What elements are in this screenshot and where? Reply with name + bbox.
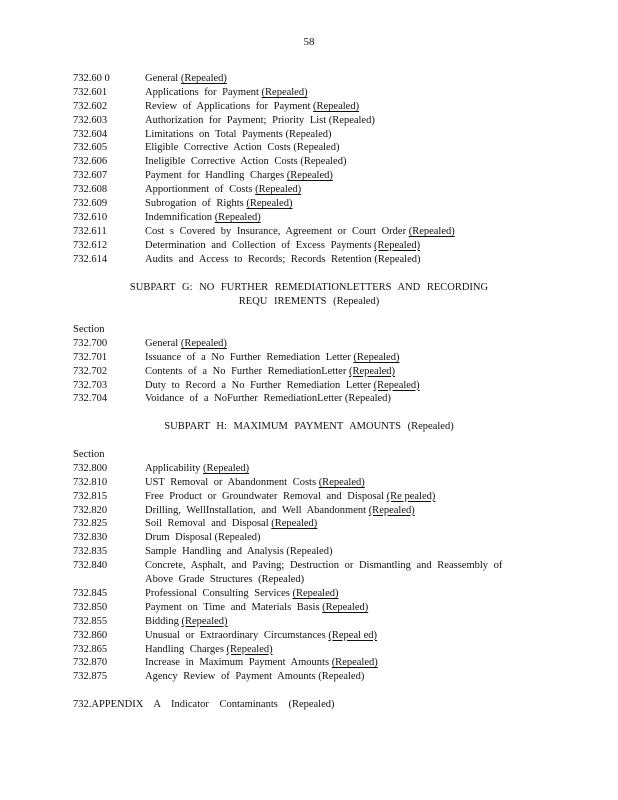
section-title: Authorization for Payment; Priority List [145,114,327,126]
section-number: 732.800 [73,462,108,474]
repealed-status: (Repealed) [226,643,273,655]
section-number: 732.610 [73,211,108,223]
list-item [73,670,543,684]
list-item [73,615,543,629]
section-number: 732.606 [73,156,108,168]
section-title-line [145,670,364,684]
section-title: Increase in Maximum Payment Amounts [145,657,330,669]
list-item [73,476,543,490]
repealed-status: (Repealed) [180,73,227,84]
repealed-status: (Repealed) [203,462,250,474]
list-item [73,239,543,253]
repealed-status: (Repealed) [214,532,261,544]
section-title: Payment on Time and Materials Basis [145,601,320,613]
list-item [73,643,543,657]
section-number: 732.604 [73,128,108,140]
repealed-status: (Repealed) [258,574,305,586]
repealed-status: (Repealed) [246,198,293,210]
section-title-line [145,141,339,155]
section-number: 732.60 0 [73,73,110,84]
section-title: Apportionment of Costs [145,184,253,196]
section-title: Limitations on Total Payments [145,128,283,140]
section-title-line [145,351,399,365]
section-title: Applicability [145,462,201,474]
section-title: Ineligible Corrective Action Costs [145,156,298,168]
section-title: Applications for Payment [145,86,259,98]
section-number: 732.702 [73,365,108,377]
section-number: 732.608 [73,184,108,196]
section-title: Professional Consulting Services [145,587,290,599]
repealed-status: (Repealed) [180,337,227,349]
section-number: 732.865 [73,643,108,655]
section-number: 732.700 [73,337,108,349]
repealed-status: (Repealed) [408,225,455,237]
repealed-status: (Repealed) [181,615,228,627]
section-label: Section [73,324,105,335]
list-item [73,337,543,351]
repealed-status: (Repealed) [328,114,375,126]
section-title-line [145,531,261,545]
list-item [73,72,543,86]
section-number: 732.810 [73,476,108,488]
section-title: Cost s Covered by Insurance, Agreement or Court Order [145,225,407,237]
list-item [73,504,543,518]
subpart-g-heading-line2: REQU IREMENTS (Repealed) [238,296,380,307]
list-item [73,86,543,100]
appendix-entry: 732.APPENDIX A Indicator Contaminants (Repealed) [73,699,335,710]
repealed-status: (Repeal ed) [328,629,378,641]
repealed-status: (Repealed) [255,184,302,196]
section-number: 732.845 [73,587,108,599]
section-number: 732.840 [73,560,108,572]
repealed-status: (Repealed) [214,211,261,223]
repealed-status: (Repealed) [322,601,369,613]
list-item [73,490,543,504]
section-number: 732.701 [73,351,108,363]
section-title: Sample Handling and Analysis [145,546,284,558]
section-title-line [145,629,377,643]
section-title: Determination and Collection of Excess Payments [145,239,372,251]
section-title-line [145,169,333,183]
list-item [73,365,543,379]
section-title-line [145,225,455,239]
section-number: 732.835 [73,546,108,558]
repealed-status: (Repealed) [373,379,420,391]
section-number: 732.850 [73,601,108,613]
section-title: Unusual or Extraordinary Circumstances [145,629,326,641]
list-item [73,128,543,142]
section-title: Eligible Corrective Action Costs [145,142,291,154]
section-number: 732.825 [73,518,108,530]
section-title-line [145,379,420,393]
repealed-status: (Repealed) [286,546,333,558]
list-item [73,629,543,643]
list-item [73,183,543,197]
section-number: 732.605 [73,142,108,154]
section-title-line [145,517,317,531]
section-title-line [145,100,359,114]
list-item [73,211,543,225]
repealed-status: (Repealed) [374,239,421,251]
list-item [73,253,543,267]
subpart-g-heading-line1: SUBPART G: NO FURTHER REMEDIATIONLETTERS AND RECORDING [129,282,489,293]
list-item [73,392,543,406]
section-number: 732.602 [73,100,108,112]
list-item [73,587,543,601]
section-title-line [145,155,346,169]
section-title-line [145,253,420,267]
subpart-h-heading [0,420,618,434]
section-title-line [145,183,301,197]
section-title: Voidance of a NoFurther RemediationLetter [145,393,343,405]
repealed-status: (Repealed) [374,253,421,265]
list-item [73,141,543,155]
repealed-status: (Repealed) [368,504,415,516]
section-title: Free Product or Groundwater Removal and Disposal [145,490,385,502]
section-title: Handling Charges [145,643,224,655]
page-number: 58 [303,36,315,48]
section-title: Payment for Handling Charges [145,170,285,182]
section-number: 732.601 [73,86,108,98]
section-number: 732.820 [73,504,108,516]
list-item [73,114,543,128]
section-title: Soil Removal and Disposal [145,518,269,530]
section-title-line [145,114,375,128]
repealed-status: (Repealed) [271,518,318,530]
list-item [73,531,543,545]
section-title: Drilling, WellInstallation, and Well Abandonment [145,504,367,516]
subpart-g-heading [0,281,618,309]
list-item [73,155,543,169]
repealed-status: (Re pealed) [386,490,436,502]
repealed-status: (Repealed) [292,587,339,599]
section-title-line [145,490,435,504]
section-title: Indemnification [145,211,213,223]
section-number: 732.875 [73,671,108,683]
section-list-subpart-h [73,448,543,684]
list-item [73,545,543,559]
section-title-line [145,587,339,601]
section-title-line [145,197,292,211]
section-title: General [145,337,179,349]
repealed-status: (Repealed) [285,128,332,140]
list-item [73,197,543,211]
section-title-line [145,545,332,559]
section-number: 732.612 [73,239,108,251]
section-number: 732.870 [73,657,108,669]
list-item [73,225,543,239]
section-title: Issuance of a No Further Remediation Letter [145,351,351,363]
section-title: General [145,73,179,84]
section-list-subpart-g [73,323,543,406]
section-title-line [145,128,332,142]
section-number: 732.703 [73,379,108,391]
section-title-line [145,239,420,253]
section-label: Section [73,449,105,460]
repealed-status: (Repealed) [353,351,400,363]
section-title-line [145,615,228,629]
section-title: Concrete, Asphalt, and Paving; Destruction or Dismantling and Reassembly of Above Grade Structures [145,560,503,586]
section-title: Contents of a No Further RemediationLetter [145,365,347,377]
list-item [73,169,543,183]
section-title-line [145,656,378,670]
repealed-status: (Repealed) [348,365,396,377]
repealed-status: (Repealed) [300,156,347,168]
section-title: Duty to Record a No Further Remediation Letter [145,379,371,391]
section-title-line [145,365,395,379]
section-title-line [145,462,249,476]
list-item [73,559,543,587]
section-list-subpart-f [73,72,543,266]
list-item [73,517,543,531]
section-title: Subrogation of Rights [145,198,244,210]
section-title-line [145,476,365,490]
section-number: 732.609 [73,198,108,210]
repealed-status: (Repealed) [318,671,365,683]
repealed-status: (Repealed) [261,86,308,98]
section-title-line [145,337,227,351]
section-number: 732.855 [73,615,108,627]
section-title: Drum Disposal [145,532,212,544]
section-number: 732.860 [73,629,108,641]
section-title-line [145,643,273,657]
section-number: 732.614 [73,253,108,265]
section-title-line [145,601,368,615]
list-item [73,351,543,365]
repealed-status: (Repealed) [313,100,360,112]
repealed-status: (Repealed) [331,657,378,669]
section-title: Review of Applications for Payment [145,100,311,112]
section-number: 732.603 [73,114,108,126]
section-title-line [145,504,415,518]
section-title-line [145,86,308,100]
section-title-line [145,392,391,406]
section-title-line [145,72,227,86]
section-title: Bidding [145,615,179,627]
repealed-status: (Repealed) [318,476,365,488]
section-title: Agency Review of Payment Amounts [145,671,316,683]
section-title: Audits and Access to Records; Records Retention [145,253,372,265]
list-item [73,100,543,114]
repealed-status: (Repealed) [286,170,333,182]
section-number: 732.704 [73,393,108,405]
list-item [73,462,543,476]
list-item [73,379,543,393]
repealed-status: (Repealed) [293,142,340,154]
section-title: UST Removal or Abandonment Costs [145,476,317,488]
section-number: 732.815 [73,490,108,502]
section-title-line [145,211,261,225]
repealed-status: (Repealed) [344,393,391,405]
list-item [73,656,543,670]
section-number: 732.607 [73,170,108,182]
subpart-h-heading-line1: SUBPART H: MAXIMUM PAYMENT AMOUNTS (Repealed) [164,421,454,432]
list-item [73,601,543,615]
section-number: 732.830 [73,532,108,544]
section-number: 732.611 [73,225,107,237]
